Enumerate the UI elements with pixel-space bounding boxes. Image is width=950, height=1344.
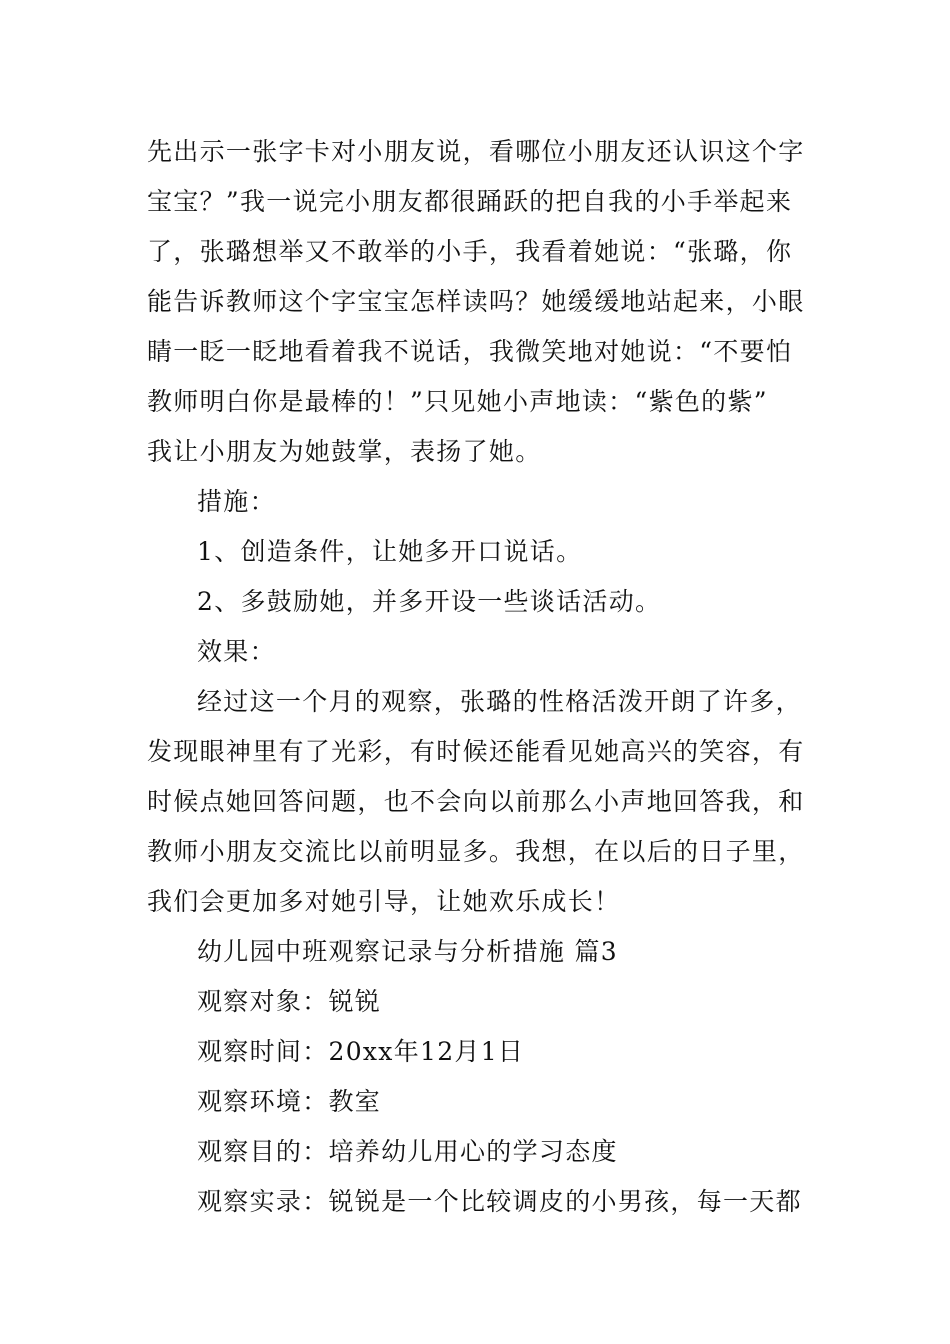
- measure-item: 1、创造条件，让她多开口说话。: [197, 537, 583, 566]
- paragraph-line: 能告诉教师这个字宝宝怎样读吗？她缓缓地站起来，小眼: [147, 287, 805, 316]
- paragraph-line: 了，张璐想举又不敢举的小手，我看着她说：“张璐，你: [147, 237, 793, 266]
- paragraph-line: 我们会更加多对她引导，让她欢乐成长！: [147, 887, 621, 916]
- observation-record: 观察实录：锐锐是一个比较调皮的小男孩，每一天都: [197, 1187, 802, 1216]
- section-heading-effect: 效果：: [197, 637, 276, 666]
- paragraph-line: 宝宝？”我一说完小朋友都很踊跃的把自我的小手举起来: [147, 187, 793, 216]
- observation-subject: 观察对象：锐锐: [197, 987, 382, 1016]
- observation-environment: 观察环境：教室: [197, 1087, 382, 1116]
- measure-item: 2、多鼓励她，并多开设一些谈话活动。: [197, 587, 662, 616]
- paragraph-line: 睛一眨一眨地看着我不说话，我微笑地对她说：“不要怕: [147, 337, 793, 366]
- observation-purpose: 观察目的：培养幼儿用心的学习态度: [197, 1137, 618, 1166]
- paragraph-line: 我让小朋友为她鼓掌，表扬了她。: [147, 437, 542, 466]
- paragraph-line: 先出示一张字卡对小朋友说，看哪位小朋友还认识这个字: [147, 137, 805, 166]
- observation-time: 观察时间：20xx年12月1日: [197, 1037, 525, 1066]
- section-heading-measures: 措施：: [197, 487, 276, 516]
- paragraph-line: 教师小朋友交流比以前明显多。我想，在以后的日子里，: [147, 837, 805, 866]
- paragraph-line: 时候点她回答问题，也不会向以前那么小声地回答我，和: [147, 787, 805, 816]
- paragraph-line: 发现眼神里有了光彩，有时候还能看见她高兴的笑容，有: [147, 737, 805, 766]
- article-title: 幼儿园中班观察记录与分析措施 篇3: [197, 937, 618, 966]
- paragraph-line: 教师明白你是最棒的！”只见她小声地读：“紫色的紫”: [147, 387, 768, 416]
- paragraph-line: 经过这一个月的观察，张璐的性格活泼开朗了许多，: [197, 687, 802, 716]
